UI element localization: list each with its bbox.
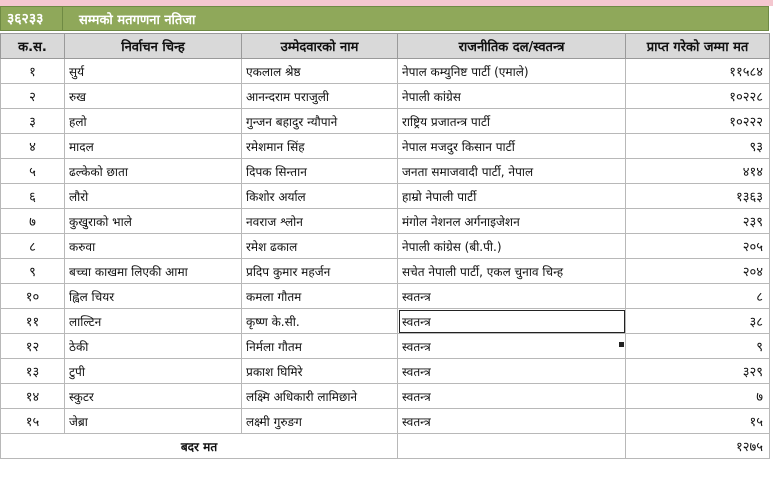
col-header-serial[interactable]: क.स.: [1, 34, 65, 59]
selection-fill-handle[interactable]: [619, 342, 624, 347]
serial-cell[interactable]: ५: [1, 159, 65, 184]
party-cell[interactable]: नेपाली कांग्रेस: [398, 84, 626, 109]
col-header-party[interactable]: राजनीतिक दल/स्वतन्त्र: [398, 34, 626, 59]
serial-cell[interactable]: ३: [1, 109, 65, 134]
votes-cell[interactable]: ७: [626, 384, 770, 409]
serial-cell[interactable]: ८: [1, 234, 65, 259]
table-row: [1, 59, 770, 84]
table-row: [1, 384, 770, 409]
symbol-cell[interactable]: सुर्य: [65, 59, 242, 84]
serial-cell[interactable]: ७: [1, 209, 65, 234]
candidate-cell[interactable]: रमेशमान सिंह: [242, 134, 398, 159]
col-header-symbol[interactable]: निर्वाचन चिन्ह: [65, 34, 242, 59]
symbol-cell[interactable]: बच्चा काखमा लिएकी आमा: [65, 259, 242, 284]
party-cell[interactable]: स्वतन्त्र: [398, 359, 626, 384]
serial-cell[interactable]: ९: [1, 259, 65, 284]
candidate-cell[interactable]: निर्मला गौतम: [242, 334, 398, 359]
votes-cell[interactable]: १३६३: [626, 184, 770, 209]
candidate-cell[interactable]: दिपक सिन्तान: [242, 159, 398, 184]
banner-code: ३६२३३: [1, 7, 63, 30]
table-row: [1, 359, 770, 384]
votes-cell[interactable]: ४१४: [626, 159, 770, 184]
candidate-cell[interactable]: किशोर अर्याल: [242, 184, 398, 209]
serial-cell[interactable]: १०: [1, 284, 65, 309]
table-row: [1, 134, 770, 159]
serial-cell[interactable]: ६: [1, 184, 65, 209]
title-banner: [0, 6, 769, 31]
votes-cell[interactable]: १०२२२: [626, 109, 770, 134]
invalid-votes-value[interactable]: १२७५: [626, 434, 770, 459]
symbol-cell[interactable]: ढल्केको छाता: [65, 159, 242, 184]
party-cell[interactable]: जनता समाजवादी पार्टी, नेपाल: [398, 159, 626, 184]
candidate-cell[interactable]: प्रकाश घिमिरे: [242, 359, 398, 384]
serial-cell[interactable]: २: [1, 84, 65, 109]
candidate-cell[interactable]: रमेश ढकाल: [242, 234, 398, 259]
table-row: [1, 309, 770, 334]
party-cell[interactable]: स्वतन्त्र: [398, 284, 626, 309]
party-cell[interactable]: नेपाल कम्युनिष्ट पार्टी (एमाले): [398, 59, 626, 84]
invalid-votes-label[interactable]: बदर मत: [1, 434, 398, 459]
candidate-cell[interactable]: गुन्जन बहादुर न्यौपाने: [242, 109, 398, 134]
serial-cell[interactable]: १४: [1, 384, 65, 409]
table-row: [1, 184, 770, 209]
table-row: [1, 209, 770, 234]
serial-cell[interactable]: १२: [1, 334, 65, 359]
serial-cell[interactable]: १३: [1, 359, 65, 384]
symbol-cell[interactable]: स्कुटर: [65, 384, 242, 409]
symbol-cell[interactable]: कुखुराको भाले: [65, 209, 242, 234]
symbol-cell[interactable]: जेब्रा: [65, 409, 242, 434]
party-cell[interactable]: राष्ट्रिय प्रजातन्त्र पार्टी: [398, 109, 626, 134]
banner-title: सम्मको मतगणना नतिजा: [79, 12, 196, 28]
symbol-cell[interactable]: हलो: [65, 109, 242, 134]
votes-cell[interactable]: १०२२८: [626, 84, 770, 109]
symbol-cell[interactable]: टुपी: [65, 359, 242, 384]
votes-cell[interactable]: २३९: [626, 209, 770, 234]
candidate-cell[interactable]: प्रदिप कुमार महर्जन: [242, 259, 398, 284]
symbol-cell[interactable]: लाल्टिन: [65, 309, 242, 334]
votes-cell[interactable]: ९: [626, 334, 770, 359]
votes-cell[interactable]: २०५: [626, 234, 770, 259]
symbol-cell[interactable]: रुख: [65, 84, 242, 109]
votes-cell[interactable]: १५: [626, 409, 770, 434]
col-header-candidate[interactable]: उम्मेदवारको नाम: [242, 34, 398, 59]
table-row: [1, 109, 770, 134]
serial-cell[interactable]: १५: [1, 409, 65, 434]
empty-cell[interactable]: [398, 434, 626, 459]
table-row: [1, 259, 770, 284]
results-table: [0, 33, 770, 459]
serial-cell[interactable]: ११: [1, 309, 65, 334]
table-row: [1, 84, 770, 109]
party-cell[interactable]: नेपाल मजदुर किसान पार्टी: [398, 134, 626, 159]
votes-cell[interactable]: ३२९: [626, 359, 770, 384]
party-cell[interactable]: स्वतन्त्र: [398, 309, 626, 334]
party-cell[interactable]: सचेत नेपाली पार्टी, एकल चुनाव चिन्ह: [398, 259, 626, 284]
votes-cell[interactable]: ११५८४: [626, 59, 770, 84]
serial-cell[interactable]: ४: [1, 134, 65, 159]
candidate-cell[interactable]: लक्ष्मी गुरुङग: [242, 409, 398, 434]
party-cell[interactable]: स्वतन्त्र: [398, 334, 626, 359]
header-row: [1, 34, 770, 59]
candidate-cell[interactable]: लक्ष्मि अधिकारी लामिछाने: [242, 384, 398, 409]
votes-cell[interactable]: ८: [626, 284, 770, 309]
symbol-cell[interactable]: मादल: [65, 134, 242, 159]
party-cell[interactable]: नेपाली कांग्रेस (बी.पी.): [398, 234, 626, 259]
candidate-cell[interactable]: नवराज श्लोन: [242, 209, 398, 234]
party-cell[interactable]: हाम्रो नेपाली पार्टी: [398, 184, 626, 209]
symbol-cell[interactable]: ठेकी: [65, 334, 242, 359]
table-row: [1, 334, 770, 359]
col-header-votes[interactable]: प्राप्त गरेको जम्मा मत: [626, 34, 770, 59]
symbol-cell[interactable]: करुवा: [65, 234, 242, 259]
table-row: [1, 284, 770, 309]
table-row: [1, 409, 770, 434]
party-cell[interactable]: मंगोल नेशनल अर्गनाइजेशन: [398, 209, 626, 234]
candidate-cell[interactable]: एकलाल श्रेष्ठ: [242, 59, 398, 84]
candidate-cell[interactable]: कमला गौतम: [242, 284, 398, 309]
votes-cell[interactable]: ९३: [626, 134, 770, 159]
votes-cell[interactable]: ३८: [626, 309, 770, 334]
symbol-cell[interactable]: ह्विल चियर: [65, 284, 242, 309]
candidate-cell[interactable]: कृष्ण के.सी.: [242, 309, 398, 334]
candidate-cell[interactable]: आनन्दराम पराजुली: [242, 84, 398, 109]
serial-cell[interactable]: १: [1, 59, 65, 84]
party-cell[interactable]: स्वतन्त्र: [398, 409, 626, 434]
table-row: [1, 159, 770, 184]
party-cell[interactable]: स्वतन्त्र: [398, 384, 626, 409]
table-row: [1, 234, 770, 259]
symbol-cell[interactable]: लौरो: [65, 184, 242, 209]
votes-cell[interactable]: २०४: [626, 259, 770, 284]
total-row: [1, 434, 770, 459]
